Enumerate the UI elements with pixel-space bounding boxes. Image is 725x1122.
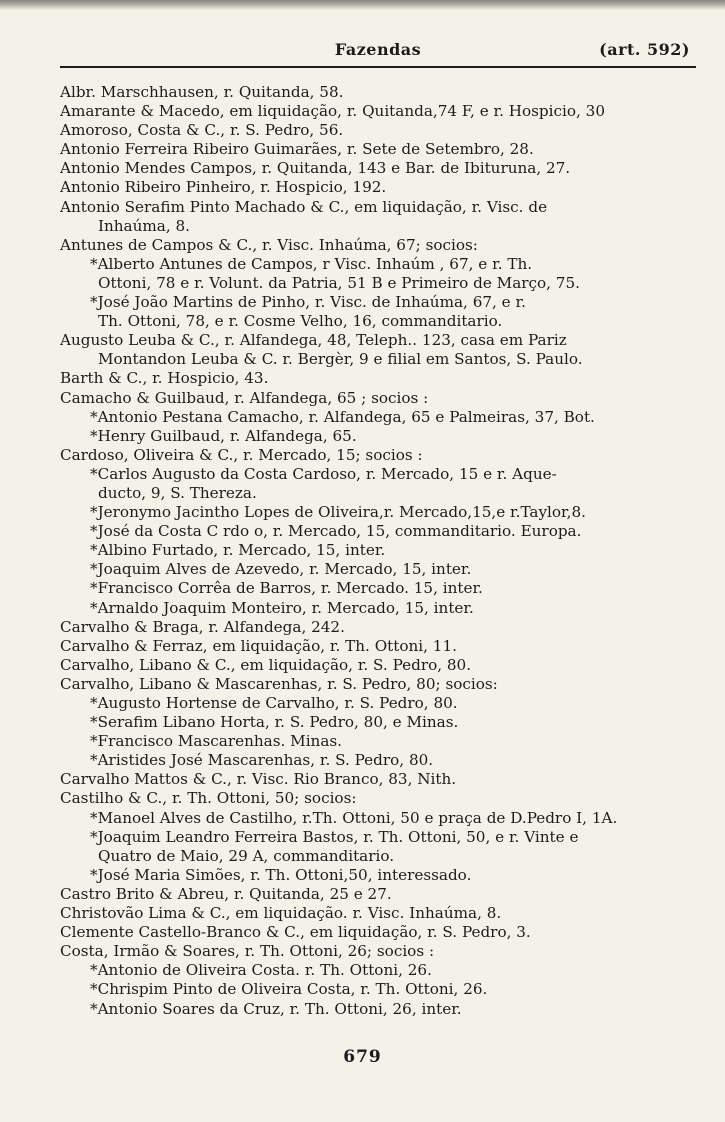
partner-line: *José da Costa C rdo o, r. Mercado, 15, commanditario. Europa. bbox=[90, 522, 582, 541]
partner-line: *Arnaldo Joaquim Monteiro, r. Mercado, 15, inter. bbox=[90, 598, 474, 617]
firm-entry: Costa, Irmão & Soares, r. Th. Ottoni, 26; socios : bbox=[60, 942, 435, 961]
section-title: Fazendas bbox=[334, 40, 422, 59]
firm-entry: Castilho & C., r. Th. Ottoni, 50; socios: bbox=[60, 789, 357, 808]
partner-line: *Joaquim Leandro Ferreira Bastos, r. Th. Ottoni, 50, e r. Vinte e bbox=[90, 827, 579, 846]
continuation-line: Montandon Leuba & C. r. Bergèr, 9 e filial em Santos, S. Paulo. bbox=[98, 350, 583, 369]
firm-entry: Antonio Mendes Campos, r. Quitanda, 143 e Bar. de Ibituruna, 27. bbox=[60, 159, 571, 178]
partner-line: *Joaquim Alves de Azevedo, r. Mercado, 15, inter. bbox=[90, 560, 472, 579]
partner-line: *José João Martins de Pinho, r. Visc. de Inhaúma, 67, e r. bbox=[90, 293, 526, 312]
firm-entry: Cardoso, Oliveira & C., r. Mercado, 15; socios : bbox=[60, 445, 423, 464]
page-number: 679 bbox=[343, 1047, 382, 1067]
article-number: (art. 592) bbox=[599, 40, 690, 59]
partner-line: *Alberto Antunes de Campos, r Visc. Inhaúm , 67, e r. Th. bbox=[90, 254, 533, 273]
firm-entry: Castro Brito & Abreu, r. Quitanda, 25 e 27. bbox=[60, 884, 392, 903]
partner-line: *José Maria Simões, r. Th. Ottoni,50, interessado. bbox=[90, 865, 472, 884]
firm-entry: Christovão Lima & C., em liquidação. r. Visc. Inhaúma, 8. bbox=[60, 904, 502, 923]
partner-line: *Francisco Mascarenhas. Minas. bbox=[90, 732, 343, 751]
continuation-line: Quatro de Maio, 29 A, commanditario. bbox=[98, 846, 395, 865]
scan-edge-shadow bbox=[0, 0, 725, 10]
firm-entry: Amarante & Macedo, em liquidação, r. Quitanda,74 F, e r. Hospicio, 30 bbox=[60, 102, 606, 121]
firm-entry: Antonio Ferreira Ribeiro Guimarães, r. Sete de Setembro, 28. bbox=[60, 140, 534, 159]
partner-line: *Carlos Augusto da Costa Cardoso, r. Mercado, 15 e r. Aque- bbox=[90, 464, 557, 483]
partner-line: *Francisco Corrêa de Barros, r. Mercado. 15, inter. bbox=[90, 579, 483, 598]
firm-entry: Carvalho, Libano & Mascarenhas, r. S. Pedro, 80; socios: bbox=[60, 674, 498, 693]
continuation-line: Ottoni, 78 e r. Volunt. da Patria, 51 B e Primeiro de Março, 75. bbox=[98, 273, 580, 292]
firm-entry: Camacho & Guilbaud, r. Alfandega, 65 ; socios : bbox=[60, 388, 429, 407]
firm-entry: Antunes de Campos & C., r. Visc. Inhaúma, 67; socios: bbox=[60, 235, 478, 254]
firm-entry: Antonio Ribeiro Pinheiro, r. Hospicio, 192. bbox=[60, 178, 387, 197]
partner-line: *Chrispim Pinto de Oliveira Costa, r. Th. Ottoni, 26. bbox=[90, 980, 488, 999]
continuation-line: Inhaúma, 8. bbox=[98, 216, 191, 235]
partner-line: *Jeronymo Jacintho Lopes de Oliveira,r. Mercado,15,e r.Taylor,8. bbox=[90, 503, 586, 522]
partner-line: *Albino Furtado, r. Mercado, 15, inter. bbox=[90, 541, 386, 560]
firm-entry: Antonio Serafim Pinto Machado & C., em liquidação, r. Visc. de bbox=[60, 197, 548, 216]
partner-line: *Henry Guilbaud, r. Alfandega, 65. bbox=[90, 426, 357, 445]
partner-line: *Antonio Pestana Camacho, r. Alfandega, 65 e Palmeiras, 37, Bot. bbox=[90, 407, 595, 426]
firm-entry: Albr. Marschhausen, r. Quitanda, 58. bbox=[60, 83, 344, 101]
firm-entry: Carvalho & Braga, r. Alfandega, 242. bbox=[60, 617, 345, 636]
partner-line: *Aristides José Mascarenhas, r. S. Pedro, 80. bbox=[90, 751, 434, 770]
firm-entry: Augusto Leuba & C., r. Alfandega, 48, Teleph.. 123, casa em Pariz bbox=[60, 331, 567, 350]
firm-entry: Carvalho & Ferraz, em liquidação, r. Th. Ottoni, 11. bbox=[60, 636, 457, 655]
partner-line: *Augusto Hortense de Carvalho, r. S. Pedro, 80. bbox=[90, 694, 458, 712]
firm-entry: Barth & C., r. Hospicio, 43. bbox=[60, 369, 269, 388]
page-header bbox=[60, 38, 696, 64]
partner-line: *Serafim Libano Horta, r. S. Pedro, 80, e Minas. bbox=[90, 713, 459, 732]
firm-entry: Carvalho, Libano & C., em liquidação, r. S. Pedro, 80. bbox=[60, 655, 472, 674]
header-rule bbox=[60, 66, 696, 68]
firm-entry: Clemente Castello-Branco & C., em liquidação, r. S. Pedro, 3. bbox=[60, 923, 531, 942]
partner-line: *Antonio de Oliveira Costa. r. Th. Ottoni, 26. bbox=[90, 961, 432, 980]
partner-line: *Manoel Alves de Castilho, r.Th. Ottoni, 50 e praça de D.Pedro I, 1A. bbox=[90, 808, 618, 827]
partner-line: *Antonio Soares da Cruz, r. Th. Ottoni, 26, inter. bbox=[90, 999, 462, 1018]
firm-entry: Carvalho Mattos & C., r. Visc. Rio Branco, 83, Nith. bbox=[60, 770, 457, 789]
entry-list bbox=[60, 83, 700, 1019]
continuation-line: Th. Ottoni, 78, e r. Cosme Velho, 16, commanditario. bbox=[98, 312, 503, 331]
continuation-line: ducto, 9, S. Thereza. bbox=[98, 483, 257, 502]
firm-entry: Amoroso, Costa & C., r. S. Pedro, 56. bbox=[60, 121, 344, 140]
